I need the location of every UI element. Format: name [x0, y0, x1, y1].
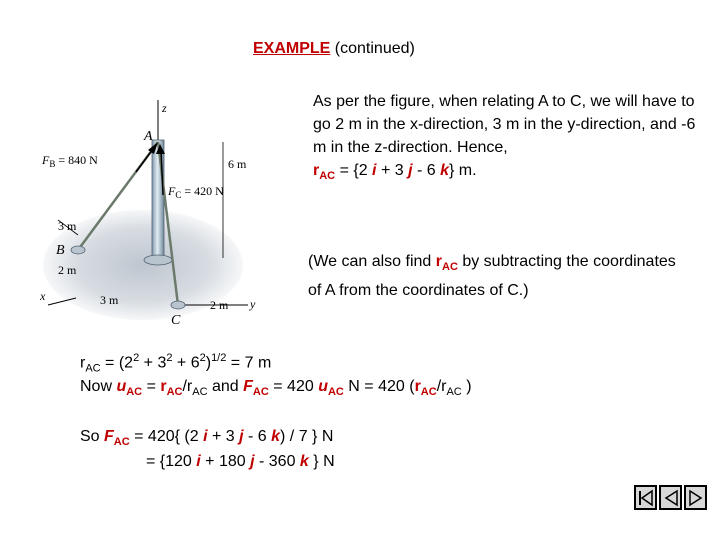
- slide-navigation: [634, 485, 710, 515]
- label-y: y: [250, 297, 256, 311]
- pole: [152, 140, 164, 258]
- label-2m-left: 2 m: [58, 263, 77, 277]
- label-b: B: [56, 243, 65, 258]
- label-x: x: [40, 289, 46, 303]
- anchor-b: [71, 246, 85, 254]
- label-fc: $F_C = 420$ N: [168, 184, 224, 200]
- title-continued: (continued): [330, 40, 415, 57]
- anchor-c: [171, 301, 185, 309]
- label-6m: 6 m: [228, 157, 247, 171]
- nav-prev-button[interactable]: [659, 485, 682, 510]
- label-fb: $F_B = 840$ N: [42, 153, 98, 169]
- nav-first-icon: [638, 489, 654, 507]
- note-paragraph: (We can also find $r_{AC}$ by subtracting the coordinates of A from the coordinates of C.): [308, 253, 676, 300]
- nav-first-button[interactable]: [634, 485, 657, 510]
- unit-vector-equation: Now $u_{AC} = r_{AC}/r_{AC}$ and $F_{AC} = 420$ $u_{AC}$ N = 420 ($r_{AC}/r_{AC}$ ): [80, 378, 472, 399]
- pole-figure: [38, 80, 300, 330]
- nav-next-button[interactable]: [684, 485, 707, 510]
- nav-next-icon: [688, 489, 704, 507]
- explanation-paragraph: As per the figure, when relating A to C, we will have to go 2 m in the x-direction, 3 m in the y-direction, and -6 m in the z-direction. Hence,: [313, 93, 696, 156]
- pole-base: [144, 255, 172, 265]
- label-a: A: [144, 129, 153, 144]
- nav-prev-icon: [663, 489, 679, 507]
- label-c: C: [171, 313, 181, 328]
- label-2m-bottom: 2 m: [210, 298, 229, 312]
- label-3m-left: 3 m: [58, 219, 77, 233]
- label-3m-bottom: 3 m: [100, 293, 119, 307]
- slide-title: [253, 40, 415, 58]
- label-z: z: [162, 101, 167, 115]
- rac-magnitude-equation: $r_{AC} = (2^2 + 3^2 + 6^2)^{1/2} = 7$ m: [80, 352, 272, 375]
- rac-vector-equation: $r_{AC} = \{2$ i + 3 j - 6 k} m.: [313, 162, 477, 183]
- example-label: EXAMPLE: [253, 40, 331, 57]
- fac-equation-1: So $F_{AC} = 420${ (2 i + 3 j - 6 k) / 7 } N: [80, 428, 334, 449]
- fac-equation-2: = {120 i + 180 j - 360 k } N: [146, 453, 335, 470]
